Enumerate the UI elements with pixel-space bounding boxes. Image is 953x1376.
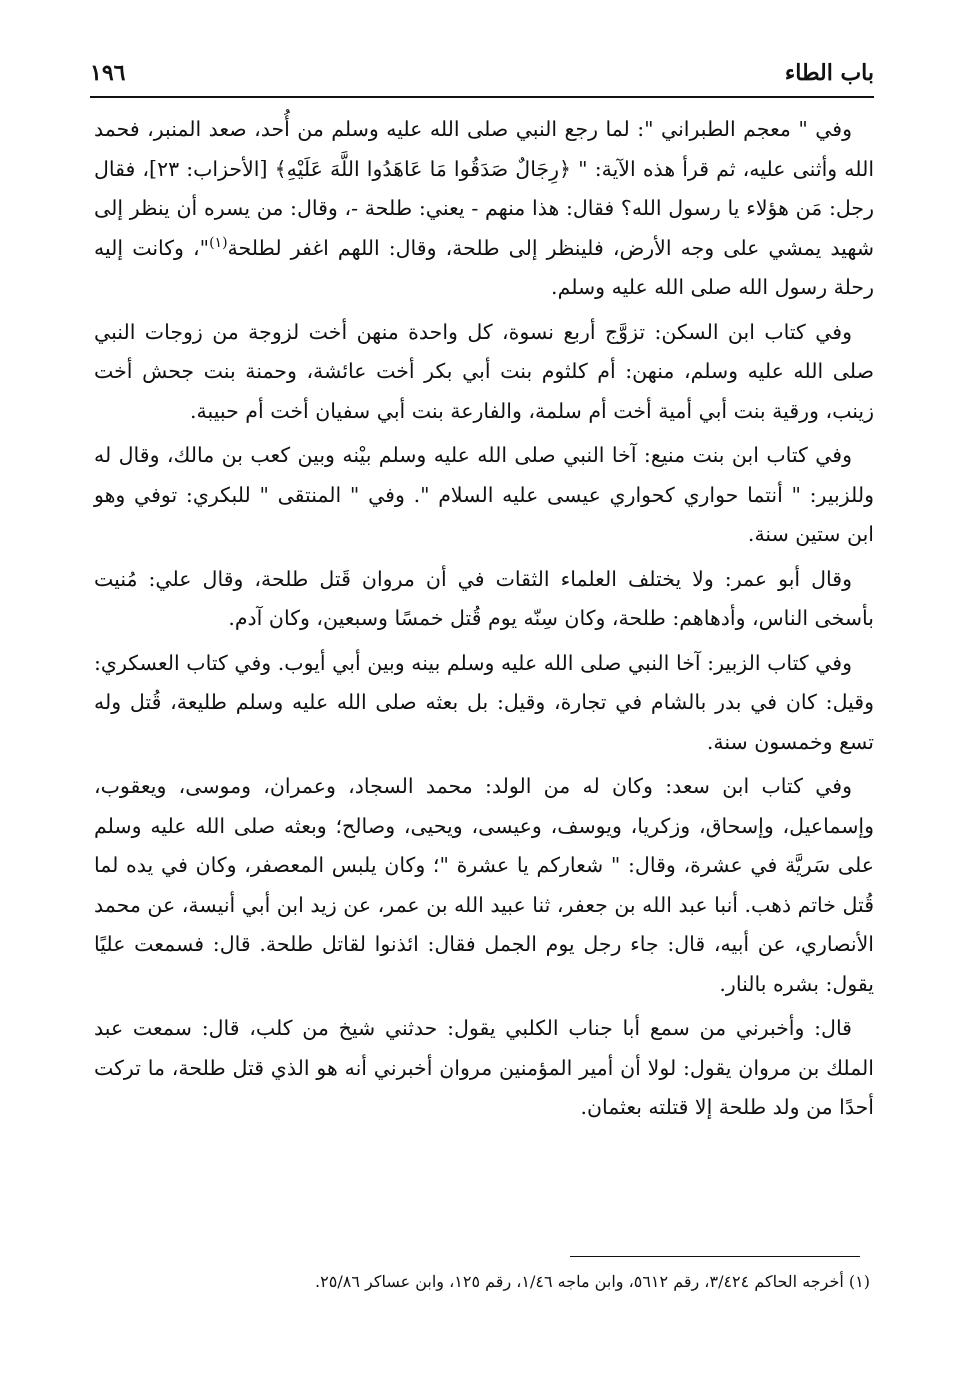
paragraph-text: "، وكانت إليه رحلة رسول الله صلى الله عليه وسلم. <box>94 235 874 299</box>
main-text <box>94 110 874 1133</box>
paragraph-ibn-bint-mani: وفي كتاب ابن بنت منيع: آخا النبي صلى الله عليه وسلم بيْنه وبين كعب بن مالك، وقال له وللزبير: " أنتما حواري كحواري عيسى عليه السلام ". وفي " المنتقى " للبكري: توفي وهو ابن ستين سنة. <box>94 443 874 546</box>
page-number: ١٩٦ <box>90 60 126 86</box>
footnote-divider <box>570 1256 860 1257</box>
quran-verse: ﴿رِجَالٌ صَدَقُوا مَا عَاهَدُوا اللَّهَ عَلَيْهِ﴾ <box>274 156 572 181</box>
page-header <box>90 56 874 98</box>
footnote: (١) أخرجه الحاكم ٣/٤٢٤، رقم ٥٦١٢، وابن ماجه ١/٤٦، رقم ١٢٥، وابن عساكر ٢٥/٨٦. <box>315 1272 870 1291</box>
paragraph-ibn-al-sakan: وفي كتاب ابن السكن: تزوَّج أربع نسوة، كل واحدة منهن أخت لزوجة من زوجات النبي صلى الله عليه وسلم، منهن: أم كلثوم بنت أبي بكر أخت عائشة، وحمنة بنت جحش أخت زينب، ورقية بنت أبي أمية أخت أم سلمة، والفارعة بنت أبي سفيان أخت أم حبيبة. <box>94 319 874 423</box>
paragraph-text: [الأحزاب: ٢٣]، فقال رجل: مَن هؤلاء يا رسول الله؟ فقال: هذا منهم - يعني: طلحة -، وقال: من يسره أن ينظر إلى شهيد يمشي على وجه الأرض، فلينظر إلى طلحة، وقال: اللهم اغفر لطلحة <box>94 156 874 260</box>
paragraph-abu-umar: وقال أبو عمر: ولا يختلف العلماء الثقات في أن مروان قَتل طلحة، وقال علي: مُنيت بأسخى الناس، وأدهاهم: طلحة، وكان سِنّه يوم قُتل خمسًا وسبعين، وكان آدم. <box>94 566 874 630</box>
footnote-marker[interactable]: (١) <box>209 234 228 251</box>
paragraph-ibn-saad: وفي كتاب ابن سعد: وكان له من الولد: محمد السجاد، وعمران، وموسى، ويعقوب، وإسماعيل، وإسحاق، وزكريا، ويوسف، وعيسى، ويحيى، وصالح؛ وبعثه صلى الله عليه وسلم على سَريَّة في عشرة، وقال: " شعاركم يا عشرة "؛ وكان يلبس المعصفر، وكان في يده لما قُتل خاتم ذهب. أنبا عبد الله بن جعفر، ثنا عبيد الله بن عمر، عن زيد ابن أبي أنيسة، عن محمد الأنصاري، عن أبيه، قال: جاء رجل يوم الجمل فقال: ائذنوا لقاتل طلحة. قال: فسمعت عليًا يقول: بشره بالنار. <box>94 774 874 996</box>
paragraph-text: وفي " معجم الطبراني ": لما رجع النبي صلى الله عليه وسلم من أُحد، صعد المنبر، فحمد الله وأثنى عليه، ثم قرأ هذه الآية: " <box>94 117 875 181</box>
chapter-title: باب الطاء <box>784 60 874 86</box>
paragraph-abu-jannab: قال: وأخبرني من سمع أبا جناب الكلبي يقول: حدثني شيخ من كلب، قال: سمعت عبد الملك بن مروان يقول: لولا أن أمير المؤمنين مروان أخبرني أنه هو الذي قتل طلحة، ما تركت أحدًا من ولد طلحة إلا قتلته بعثمان. <box>94 1016 874 1119</box>
paragraph-tabarani <box>94 110 874 308</box>
paragraph-zubayr: وفي كتاب الزبير: آخا النبي صلى الله عليه وسلم بينه وبين أبي أيوب. وفي كتاب العسكري: وقيل: كان في بدر بالشام في تجارة، وقيل: بل بعثه صلى الله عليه وسلم طليعة، قُتل وله تسع وخمسون سنة. <box>94 650 874 754</box>
